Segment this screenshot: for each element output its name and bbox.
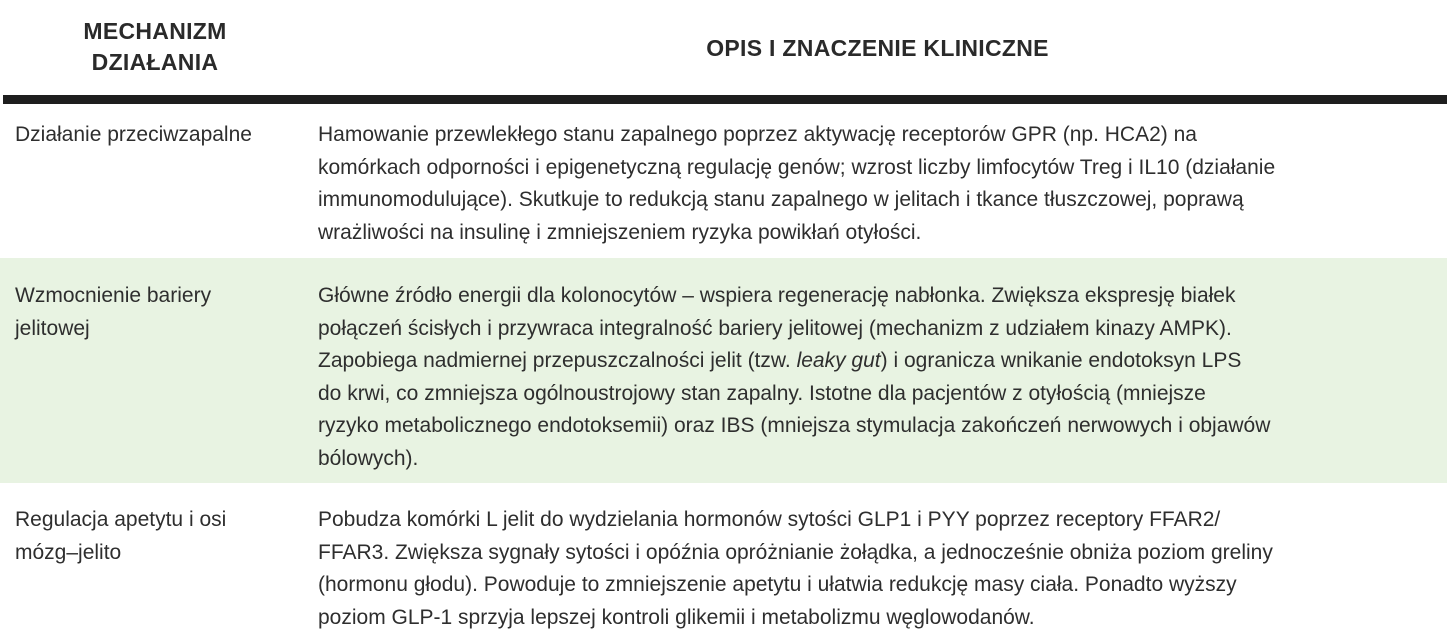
- description-fragment: Zapobiega nadmiernej przepuszczalności jelit (tzw.: [318, 349, 797, 373]
- description-line: do krwi, co zmniejsza ogólnoustrojowy stan zapalny. Istotne dla pacjentów z otyłością (mniejsze: [318, 381, 1206, 405]
- table-header: [0, 0, 1447, 96]
- mechanism-line: Regulacja apetytu i osi: [15, 508, 227, 531]
- description-line: bólowych).: [318, 446, 419, 470]
- description-line: poziom GLP-1 sprzyja lepszej kontroli glikemii i metabolizmu węglowodanów.: [318, 605, 1035, 629]
- mechanism-line: Wzmocnienie bariery: [15, 284, 212, 307]
- mechanism-line: Działanie przeciwzapalne: [15, 123, 252, 146]
- mechanism-cell: [15, 280, 305, 345]
- description-line: FFAR3. Zwiększa sygnały sytości i opóźnia opróżnianie żołądka, a jednocześnie obniża poziom greliny: [318, 540, 1273, 564]
- description-line: połączeń ścisłych i przywraca integralność bariery jelitowej (mechanizm z udziałem kinazy AMPK).: [318, 316, 1232, 340]
- mechanism-cell: [15, 119, 305, 152]
- description-line: komórkach odporności i epigenetyczną regulację genów; wzrost liczby limfocytów Treg i IL10 (działanie: [318, 155, 1276, 179]
- header-rule: [3, 95, 1447, 104]
- description-line: [318, 345, 1438, 378]
- description-fragment: ) i ogranicza wnikanie endotoksyn LPS: [880, 349, 1242, 373]
- description-cell: [318, 504, 1438, 634]
- leaky-gut-term: leaky gut: [796, 349, 881, 373]
- description-line: Główne źródło energii dla kolonocytów – wspiera regenerację nabłonka. Zwiększa ekspresję białek: [318, 284, 1236, 307]
- description-cell: [318, 280, 1438, 476]
- description-line: wrażliwości na insulinę i zmniejszeniem ryzyka powikłań otyłości.: [318, 220, 922, 244]
- mechanism-line: jelitowej: [15, 316, 90, 340]
- header-mechanism: [10, 16, 300, 78]
- description-line: immunomodulujące). Skutkuje to redukcją stanu zapalnego w jelitach i tkance tłuszczowej, poprawą: [318, 188, 1244, 212]
- table-row: [0, 104, 1447, 257]
- mechanism-line: mózg–jelito: [15, 540, 122, 564]
- header-mechanism-line2: DZIAŁANIA: [91, 49, 219, 75]
- description-line: ryzyko metabolicznego endotoksemii) oraz IBS (mniejsza stymulacja zakończeń nerwowych i objawów: [318, 414, 1271, 438]
- table-row: [0, 484, 1447, 630]
- table-row: [0, 258, 1447, 483]
- description-cell: [318, 119, 1438, 249]
- header-description: OPIS I ZNACZENIE KLINICZNE: [706, 35, 1049, 61]
- description-line: Hamowanie przewlekłego stanu zapalnego poprzez aktywację receptorów GPR (np. HCA2) na: [318, 123, 1197, 146]
- mechanism-cell: [15, 504, 305, 569]
- description-line: Pobudza komórki L jelit do wydzielania hormonów sytości GLP1 i PYY poprzez receptory FFAR2/: [318, 508, 1221, 531]
- header-mechanism-line1: MECHANIZM: [83, 18, 227, 44]
- description-line: (hormonu głodu). Powoduje to zmniejszenie apetytu i ułatwia redukcję masy ciała. Ponadto wyższy: [318, 573, 1237, 597]
